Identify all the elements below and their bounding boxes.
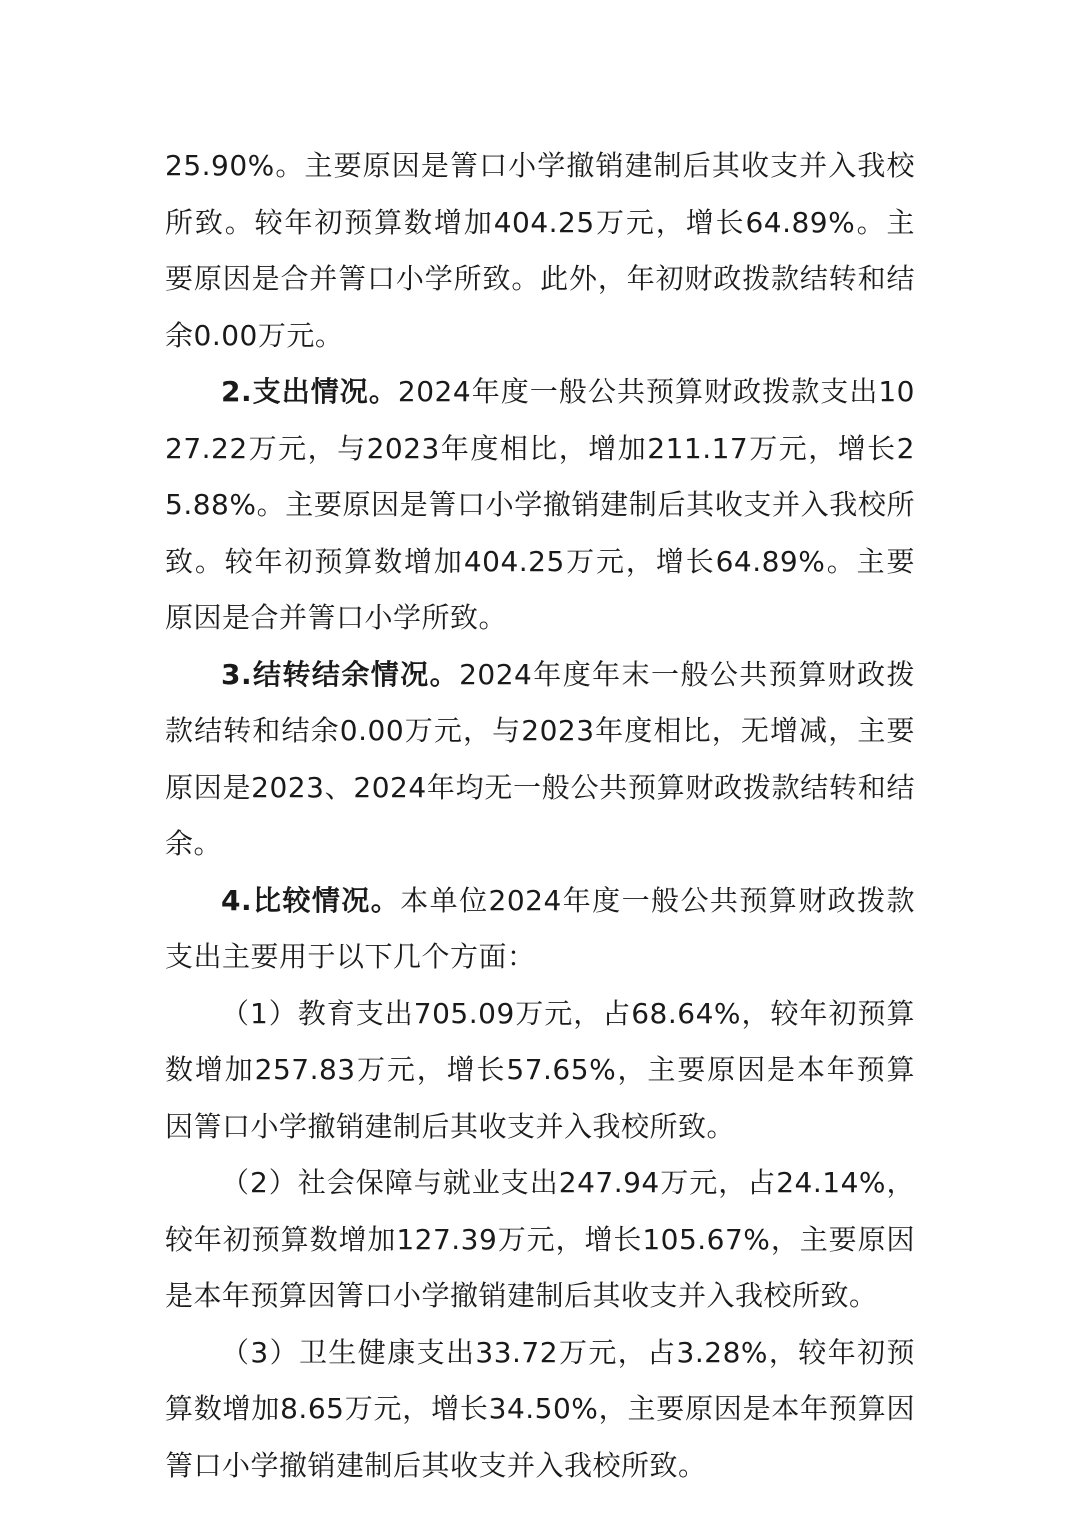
- paragraph-social-security: [165, 1155, 915, 1325]
- paragraph-text: （3）卫生健康支出33.72万元，占3.28%，较年初预算数增加8.65万元，增长34.50%，主要原因是本年预算因箐口小学撤销建制后其收支并入我校所致。: [165, 1335, 915, 1482]
- body-text: [165, 138, 915, 1494]
- paragraph-text: 2024年度一般公共预算财政拨款支出1027.22万元，与2023年度相比，增加211.17万元，增长25.88%。主要原因是箐口小学撤销建制后其收支并入我校所致。较年初预算数增加404.25万元，增长64.89%。主要原因是合并箐口小学所致。: [165, 375, 915, 634]
- paragraph-carryover: [165, 647, 915, 873]
- paragraph-expenditure: [165, 364, 915, 647]
- section-heading-comparison: 4.比较情况。: [221, 883, 401, 917]
- paragraph-health: [165, 1325, 915, 1495]
- paragraph-comparison: [165, 873, 915, 986]
- paragraph-text: 25.90%。主要原因是箐口小学撤销建制后其收支并入我校所致。较年初预算数增加404.25万元，增长64.89%。主要原因是合并箐口小学所致。此外，年初财政拨款结转和结余0.00万元。: [165, 149, 915, 352]
- paragraph-text: 2024年度年末一般公共预算财政拨款结转和结余0.00万元，与2023年度相比，无增减，主要原因是2023、2024年均无一般公共预算财政拨款结转和结余。: [165, 657, 915, 860]
- section-heading-expenditure: 2.支出情况。: [221, 375, 398, 408]
- paragraph-text: （1）教育支出705.09万元，占68.64%，较年初预算数增加257.83万元，增长57.65%，主要原因是本年预算因箐口小学撤销建制后其收支并入我校所致。: [165, 996, 915, 1143]
- paragraph-education: [165, 986, 915, 1156]
- paragraph-income-continued: [165, 138, 915, 364]
- paragraph-text: （2）社会保障与就业支出247.94万元，占24.14%，较年初预算数增加127.39万元，增长105.67%，主要原因是本年预算因箐口小学撤销建制后其收支并入我校所致。: [165, 1166, 915, 1312]
- paragraph-text: 本单位2024年度一般公共预算财政拨款支出主要用于以下几个方面：: [165, 883, 916, 973]
- section-heading-carryover: 3.结转结余情况。: [221, 657, 460, 691]
